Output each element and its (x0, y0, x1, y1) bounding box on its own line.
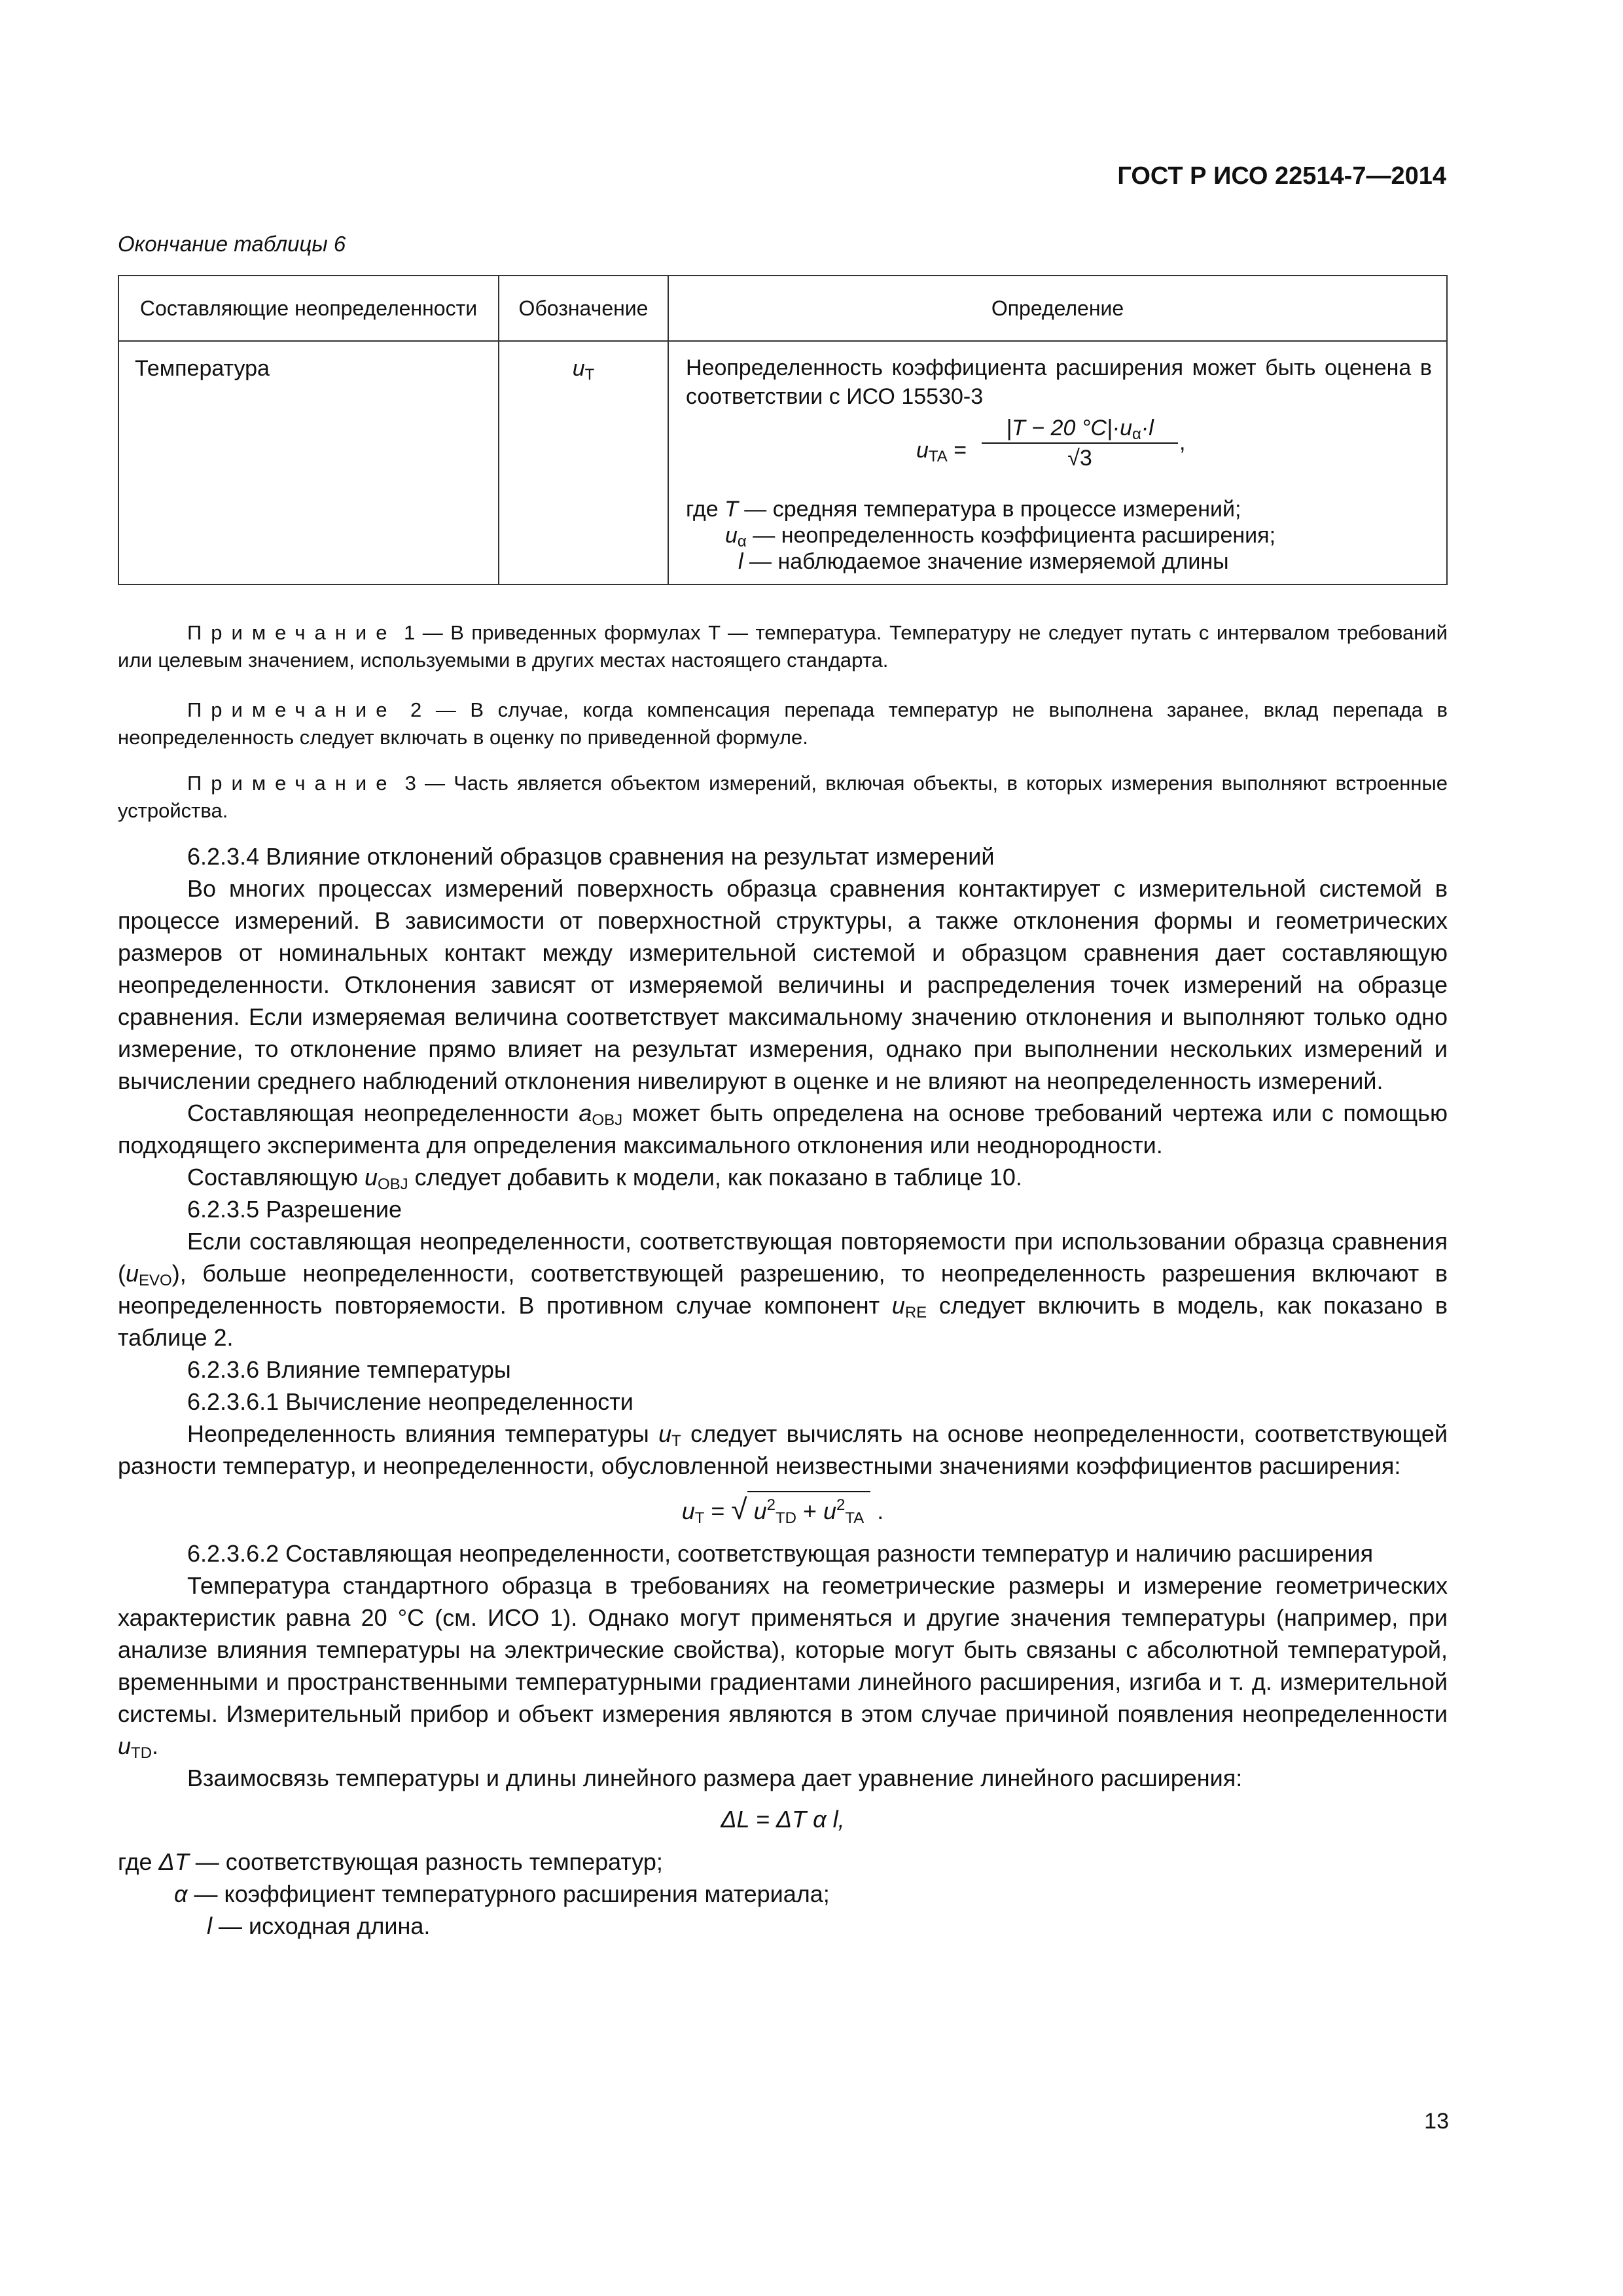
formula-numerator: |T − 20 $^\circ C|\cdot u_\alpha\cdot l$ (982, 415, 1178, 444)
note-3: Примечание 3 — Часть является объектом измерений, включая объекты, в которых измерения выполняют встроенные устройства. (118, 772, 1448, 822)
table-caption: Окончание таблицы 6 (118, 232, 346, 256)
formula-comma: , (1179, 430, 1186, 455)
heading-6-2-3-6-2: 6.2.3.6.2 Составляющая неопределенности, соответствующая разности температур и наличию расширения (187, 1540, 1374, 1567)
paragraph: Составляющая неопределенности $a_{OBJ}$ может быть определена на основе требований чертежа или с помощью подходящего эксперимента для определения максимального отклонения или неоднородности. (118, 1100, 1448, 1158)
where-line-2: $u_\alpha$ — неопределенность коэффициента расширения; (725, 523, 1276, 550)
equation-ut: $u_T$ = √ $u^2_{TD} + u^2_{TA}$ . (118, 1491, 1448, 1527)
heading-6-2-3-5: 6.2.3.5 Разрешение (187, 1196, 402, 1223)
sqrt-radicand: $u^2_{TD} + u^2_{TA}$ (747, 1491, 871, 1527)
formula-denominator: √3 (1067, 446, 1092, 471)
col-header-symbol: Обозначение (499, 276, 668, 341)
heading-6-2-3-6-1: 6.2.3.6.1 Вычисление неопределенности (187, 1388, 633, 1415)
symbol-sub: T (584, 366, 595, 384)
table-row (118, 341, 1447, 584)
where-line-dt: где ΔT — соответствующая разность температур; (118, 1848, 663, 1875)
formula-lhs: $u_{TA}$ = (916, 438, 967, 465)
note-2: Примечание 2 — В случае, когда компенсация перепада температур не выполнена заранее, вклад перепада в неопределенность следует включать в оценку по приведенной формуле. (118, 698, 1448, 749)
formula-fraction (982, 415, 1178, 473)
table-6 (118, 275, 1448, 585)
where-line-l: l — исходная длина. (207, 1912, 431, 1939)
col-header-definition: Определение (668, 276, 1447, 341)
table-header-row (118, 276, 1447, 341)
main-text (118, 840, 1448, 1942)
heading-6-2-3-6: 6.2.3.6 Влияние температуры (187, 1356, 511, 1383)
paragraph: Взаимосвязь температуры и длины линейного размера дает уравнение линейного расширения: (187, 1765, 1243, 1791)
paragraph: Составляющую $u_{OBJ}$ следует добавить к модели, как показано в таблице 10. (187, 1164, 1022, 1193)
symbol-main: u (572, 356, 585, 381)
paragraph: Во многих процессах измерений поверхность образца сравнения контактирует с измерительной системой в процессе измерений. В зависимости от поверхностной структуры, а также отклонения формы и геометрических размеров от номинальных контакт между измерительной системой и образцом сравнения дает составляющую неопределенности. Отклонения зависят от измеряемой величины и распределения точек измерений на образце сравнения. Если измеряемая величина соответствует максимальному значению отклонения и выполняют только одно измерение, то отклонение прямо влияет на результат измерения, однако при выполнении нескольких измерений и вычислении среднего наблюдений отклонения нивелируют в оценке и не влияют на неопределенность измерений. (118, 875, 1448, 1094)
col-header-component: Составляющие неопределенности (118, 276, 499, 341)
paragraph: Температура стандартного образца в требованиях на геометрические размеры и измерение геометрических характеристик равна 20 °С (см. ИСО 1). Однако могут применяться и другие значения температуры (например, при анализе влияния температуры на электрические свойства), которые могут быть связаны с абсолютной температурой, временными и пространственными температурными градиентами линейного расширения, изгиба и т. д. измерительной системы. Измерительный прибор и объект измерения являются в этом случае причиной появления неопределенности $u_{TD}$. (118, 1572, 1448, 1762)
page-number: 13 (1424, 2109, 1449, 2134)
paragraph: Неопределенность влияния температуры $u_T$ следует вычислять на основе неопределенности, соответствующей разности температур, и неопределенности, обусловленной неизвестными значениями коэффициентов расширения: (118, 1420, 1448, 1479)
paragraph: Если составляющая неопределенности, соответствующая повторяемости при использовании образца сравнения $(u_{EVO})$, больше неопределенности, соответствующей разрешению, то неопределенность разрешения включают в неопределенность повторяемости. В противном случае компонент $u_{RE}$ следует включить в модель, как показано в таблице 2. (118, 1228, 1448, 1351)
document-code: ГОСТ Р ИСО 22514-7—2014 (1117, 162, 1446, 190)
cell-component: Температура (118, 341, 499, 584)
cell-symbol (499, 341, 668, 584)
cell-definition (668, 341, 1447, 584)
formula-uta (916, 415, 1432, 493)
where-line-1: где T — средняя температура в процессе измерений; (686, 497, 1241, 522)
where-line-alpha: α — коэффициент температурного расширения материала; (174, 1880, 830, 1907)
note-1: Примечание 1 — В приведенных формулах T — температура. Температуру не следует путать с интервалом требований или целевым значением, используемыми в других местах настоящего стандарта. (118, 621, 1448, 672)
where-line-3: l — наблюдаемое значение измеряемой длины (738, 549, 1229, 574)
definition-text: Неопределенность коэффициента расширения может быть оценена в соответствии с ИСО 15530-3 (686, 355, 1432, 409)
heading-6-2-3-4: 6.2.3.4 Влияние отклонений образцов сравнения на результат измерений (187, 843, 995, 870)
equation-linear-expansion: ΔL = ΔT α l, (721, 1806, 845, 1833)
